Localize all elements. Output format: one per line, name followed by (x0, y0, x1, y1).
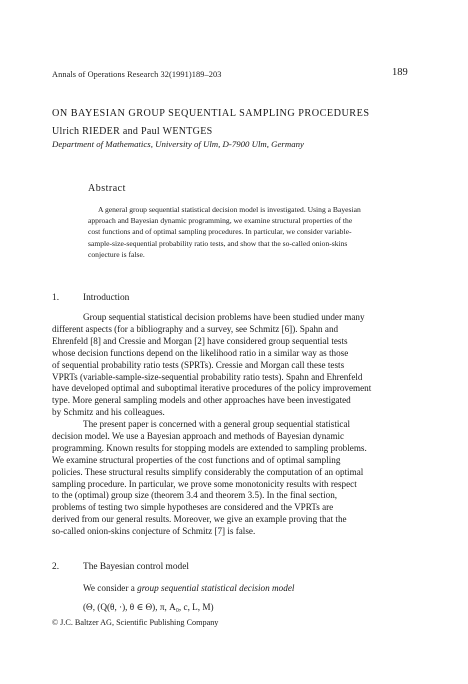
section-2-number: 2. (52, 562, 60, 572)
section-1-number: 1. (52, 293, 60, 303)
text-line: policies. These structural results simplify considerably the computation of an optimal (52, 466, 364, 477)
abstract-line: A general group sequential statistical decision model is investigated. Using a Bayesian (98, 205, 361, 214)
section-2-title: The Bayesian control model (83, 562, 189, 572)
author-affiliation: Department of Mathematics, University of Ulm, D-7900 Ulm, Germany (52, 139, 304, 149)
abstract-line: cost functions and of optimal sampling procedures. In particular, we consider variable- (88, 227, 352, 237)
text-line: Ehrenfeld [8] and Cressie and Morgan [2] have considered group sequential tests (52, 335, 348, 346)
text-line: derived from our general results. Moreover, we give an example proving that the (52, 514, 347, 525)
text-line: by Schmitz and his colleagues. (52, 407, 165, 418)
copyright-text: J.C. Baltzer AG, Scientific Publishing Company (60, 618, 219, 627)
text-line: whose decision functions depend on the likelihood ratio in a similar way as those (52, 347, 349, 358)
text-line: to the (optimal) group size (theorem 3.4 and theorem 3.5). In the final section, (52, 490, 338, 501)
text-line: of sequential probability ratio tests (SPRTs). Cressie and Morgan call these tests (52, 359, 345, 370)
abstract-heading: Abstract (88, 183, 126, 194)
section-2-heading (52, 562, 189, 572)
text-line: sampling procedure. In particular, we prove some monotonicity results with respect (52, 478, 357, 489)
text-line: decision model. We use a Bayesian approach and methods of Bayesian dynamic (52, 430, 345, 441)
section-2-intro (83, 583, 294, 593)
text-line: so-called onion-skins conjecture of Schmitz [7] is false. (52, 526, 256, 537)
section-1-title: Introduction (83, 293, 130, 303)
text-line: different aspects (for a bibliography and a survey, see Schmitz [6]). Spahn and (52, 323, 339, 334)
text-line: VPRTs (variable-sample-size-sequential probability ratio tests). Spahn and Ehrenfeld (52, 371, 363, 382)
abstract-line: conjecture is false. (88, 249, 145, 259)
copyright-symbol: © (52, 618, 59, 627)
section-1-heading (52, 293, 129, 303)
text-line: programming. Known results for stopping models are extended to sampling problems. (52, 442, 367, 453)
abstract-line: approach and Bayesian dynamic programming, we examine structural properties of the (88, 216, 353, 226)
abstract-line: sample-size-sequential probability ratio tests, and show that the so-called onion-skins (88, 238, 348, 248)
section-1-paragraph-2 (52, 419, 406, 538)
abstract-body (88, 204, 392, 260)
journal-reference: Annals of Operations Research 32(1991)189–203 (52, 70, 222, 79)
paper-title: ON BAYESIAN GROUP SEQUENTIAL SAMPLING PROCEDURES (52, 108, 370, 119)
section-2-intro-prefix: We consider a (83, 583, 138, 593)
text-line: problems of testing two simple hypotheses are considered and the VPRTs are (52, 502, 334, 513)
text-line: We examine structural properties of the cost functions and of optimal sampling (52, 454, 341, 465)
model-formula: (Θ, (Q(θ, ·), θ ∈ Θ), π, A₀, c, L, M) (83, 602, 214, 612)
text-line: Group sequential statistical decision problems have been studied under many (83, 312, 365, 322)
paper-authors: Ulrich RIEDER and Paul WENTGES (52, 126, 213, 137)
page-number: 189 (392, 67, 408, 78)
text-line: have developed optimal and suboptimal iterative procedures of the policy improvement (52, 383, 372, 394)
text-line: type. More general sampling models and other approaches have been investigated (52, 395, 351, 406)
section-2-intro-emphasis: group sequential statistical decision model (137, 583, 295, 593)
copyright-notice (52, 618, 218, 627)
text-line: The present paper is concerned with a general group sequential statistical (83, 419, 351, 429)
section-1-paragraph-1 (52, 312, 406, 419)
